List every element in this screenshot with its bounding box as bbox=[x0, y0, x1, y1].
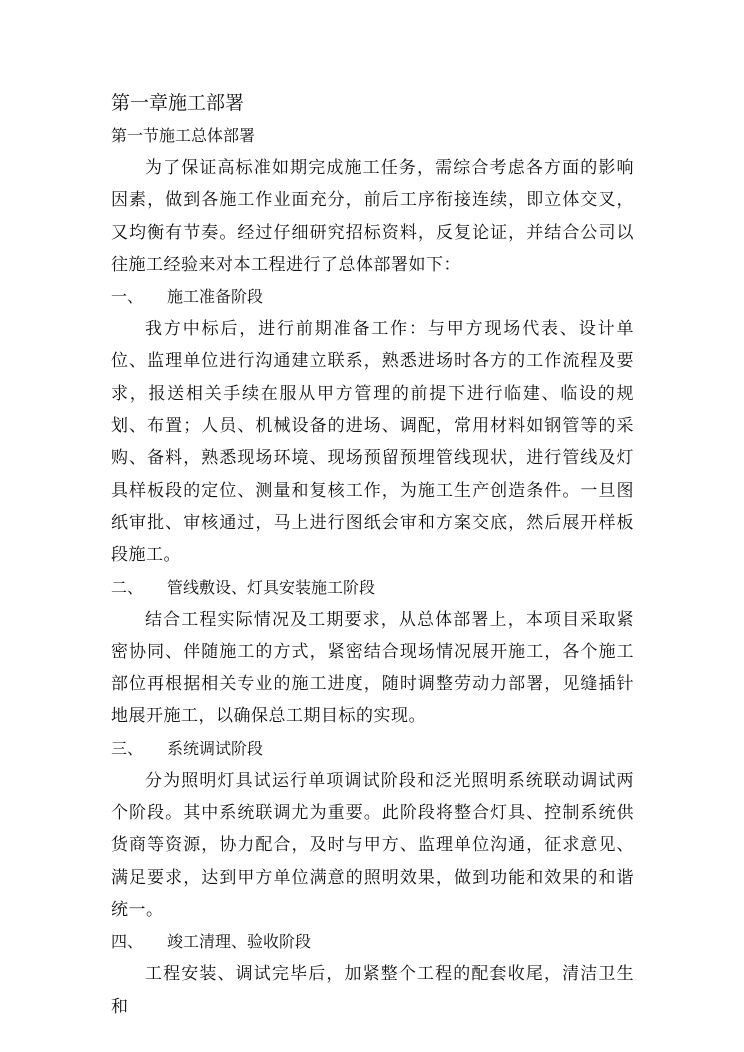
stage-3-body: 分为照明灯具试运行单项调试阶段和泛光照明系统联动调试两个阶段。其中系统联调尤为重要。此阶段将整合灯具、控制系统供货商等资源，协力配合，及时与甲方、监理单位沟通，征求意见、满足要求，达到甲方单位满意的照明效果，做到功能和效果的和谐统一。 bbox=[111, 770, 634, 920]
intro-paragraph: 为了保证高标准如期完成施工任务，需综合考虑各方面的影响因素，做到各施工作业面充分，前后工序衔接连续，即立体交叉，又均衡有节奏。经过仔细研究招标资料，反复论证，并结合公司以往施工经验来对本工程进行了总体部署如下： bbox=[111, 158, 634, 275]
stage-3-number: 三、 bbox=[111, 738, 144, 758]
stage-3-heading bbox=[111, 733, 634, 765]
stage-3-title: 系统调试阶段 bbox=[167, 738, 264, 758]
stage-1-number: 一、 bbox=[111, 287, 144, 307]
stage-4-number: 四、 bbox=[111, 932, 144, 952]
stage-1-body: 我方中标后，进行前期准备工作：与甲方现场代表、设计单位、监理单位进行沟通建立联系，熟悉进场时各方的工作流程及要求，报送相关手续在服从甲方管理的前提下进行临建、临设的规划、布置；人员、机械设备的进场、调配，常用材料如钢管等的采购、备料，熟悉现场环境、现场预留预埋管线现状，进行管线及灯具样板段的定位、测量和复核工作，为施工生产创造条件。一旦图纸审批、审核通过，马上进行图纸会审和方案交底，然后展开样板段施工。 bbox=[111, 319, 634, 566]
stage-2-title: 管线敷设、灯具安装施工阶段 bbox=[167, 577, 376, 597]
stage-2-heading bbox=[111, 572, 634, 604]
stage-4-heading bbox=[111, 926, 634, 958]
stage-1-title: 施工准备阶段 bbox=[167, 287, 264, 307]
stage-4-body: 工程安装、调试完毕后，加紧整个工程的配套收尾，清洁卫生和 bbox=[111, 964, 634, 1017]
stage-1-heading bbox=[111, 281, 634, 313]
stage-2-body: 结合工程实际情况及工期要求，从总体部署上，本项目采取紧密协同、伴随施工的方式，紧密结合现场情况展开施工，各个施工部位再根据相关专业的施工进度，随时调整劳动力部署，见缝插针地展开施工，以确保总工期目标的实现。 bbox=[111, 609, 634, 727]
stage-4-title: 竣工清理、验收阶段 bbox=[167, 932, 312, 952]
stage-2-number: 二、 bbox=[111, 577, 144, 597]
section-title: 第一节施工总体部署 bbox=[111, 126, 256, 145]
chapter-title: 第一章施工部署 bbox=[111, 92, 245, 114]
